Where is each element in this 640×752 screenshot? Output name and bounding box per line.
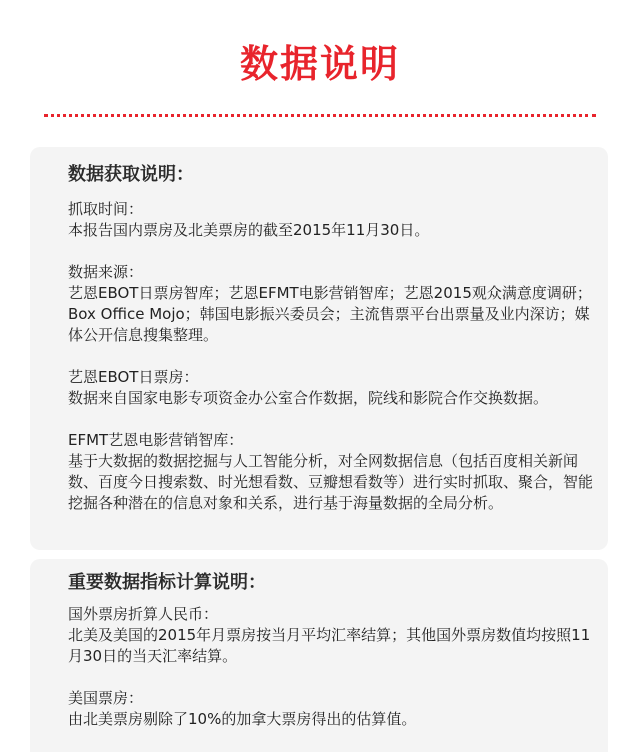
data-source-section xyxy=(68,262,594,346)
foreign-box-office-section xyxy=(68,604,594,667)
foreign-box-office-label: 国外票房折算人民币： xyxy=(68,605,219,623)
indicator-calculation-body xyxy=(68,604,594,751)
us-box-office-section xyxy=(68,688,594,730)
data-acquisition-body xyxy=(68,199,594,535)
efmt-text: 基于大数据的数据挖掘与人工智能分析，对全网数据信息（包括百度相关新闻数、百度今日搜索数、时光想看数、豆瓣想看数等）进行实时抓取、聚合，智能挖掘各种潜在的信息对象和关系，进行基于海量数据的全局分析。 xyxy=(68,452,594,512)
us-box-office-label: 美国票房： xyxy=(68,689,144,707)
crawl-time-section xyxy=(68,199,594,241)
indicator-calculation-heading: 重要数据指标计算说明： xyxy=(68,572,266,593)
data-acquisition-card xyxy=(30,147,608,550)
data-acquisition-heading: 数据获取说明： xyxy=(68,164,194,185)
data-source-text: 艺恩EBOT日票房智库；艺恩EFMT电影营销智库；艺恩2015观众满意度调研；Box Office Mojo；韩国电影振兴委员会；主流售票平台出票量及业内深访；媒体公开信息搜集整理。 xyxy=(68,284,592,344)
page-title: 数据说明 xyxy=(239,42,400,86)
crawl-time-text: 本报告国内票房及北美票房的截至2015年11月30日。 xyxy=(68,221,430,239)
efmt-label: EFMT艺恩电影营销智库： xyxy=(68,431,244,449)
data-source-label: 数据来源： xyxy=(68,263,144,281)
indicator-calculation-card xyxy=(30,559,608,752)
title-divider xyxy=(44,114,596,117)
ebot-section xyxy=(68,367,594,409)
us-box-office-text: 由北美票房剔除了10%的加拿大票房得出的估算值。 xyxy=(68,710,417,728)
efmt-section xyxy=(68,430,594,514)
ebot-text: 数据来自国家电影专项资金办公室合作数据，院线和影院合作交换数据。 xyxy=(68,389,549,407)
foreign-box-office-text: 北美及美国的2015年月票房按当月平均汇率结算；其他国外票房数值均按照11月30日的当天汇率结算。 xyxy=(68,626,591,665)
ebot-label: 艺恩EBOT日票房： xyxy=(68,368,199,386)
crawl-time-label: 抓取时间： xyxy=(68,200,144,218)
